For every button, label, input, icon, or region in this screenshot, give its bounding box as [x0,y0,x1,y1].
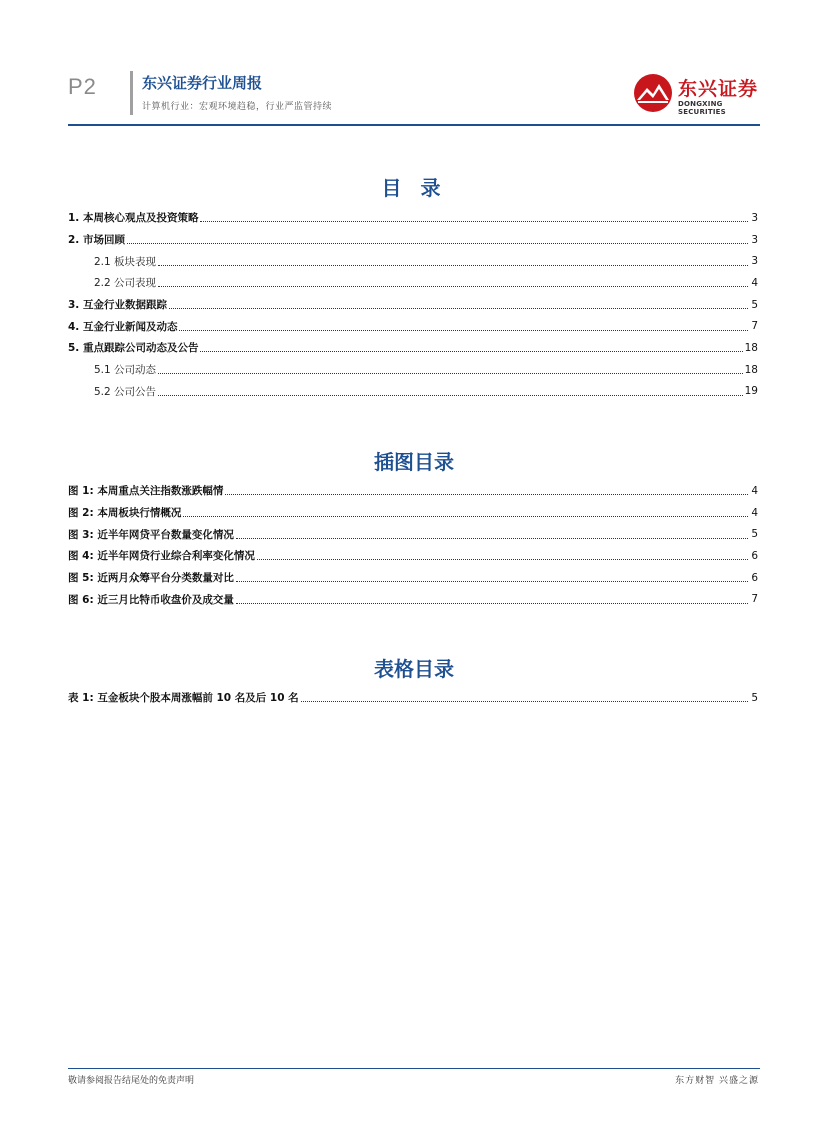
figure-item[interactable]: 图 6: 近三月比特币收盘价及成交量 7 [68,593,758,606]
company-logo [632,72,762,114]
toc-item[interactable]: 5. 重点跟踪公司动态及公告 18 [68,341,758,355]
figures-list [68,480,758,610]
toc-list [68,207,758,402]
figure-item[interactable]: 图 3: 近半年网贷平台数量变化情况 5 [68,528,758,541]
header-rule [68,124,760,126]
report-title: 东兴证券行业周报 [142,74,263,92]
toc-subitem[interactable]: 5.2 公司公告 19 [94,385,758,398]
figure-item[interactable]: 图 5: 近两月众筹平台分类数量对比 6 [68,571,758,585]
toc-subitem[interactable]: 2.1 板块表现 3 [94,255,758,268]
toc-subitem[interactable]: 2.2 公司表现 4 [94,276,758,290]
logo-text-en: DONGXING SECURITIES [678,100,726,116]
toc-subitem[interactable]: 5.1 公司动态 18 [94,363,758,377]
logo-text-cn: 东兴证券 [678,78,759,100]
figure-item[interactable]: 图 1: 本周重点关注指数涨跌幅情 4 [68,484,758,498]
toc-title: 目 录 [381,176,447,200]
page-number: P2 [68,74,97,99]
table-item[interactable]: 表 1: 互金板块个股本周涨幅前 10 名及后 10 名 5 [68,691,758,705]
logo-mark-icon [632,72,674,114]
report-subtitle: 计算机行业：宏观环境趋稳，行业严监管持续 [142,102,333,112]
figure-item[interactable]: 图 4: 近半年网贷行业综合利率变化情况 6 [68,549,758,563]
disclaimer-note: 敬请参阅报告结尾处的免责声明 [68,1076,195,1086]
toc-item[interactable]: 3. 互金行业数据跟踪 5 [68,298,758,312]
company-slogan: 东方财智 兴盛之源 [675,1076,759,1086]
tables-title: 表格目录 [374,657,454,681]
toc-item[interactable]: 1. 本周核心观点及投资策略 3 [68,211,758,225]
toc-item[interactable]: 4. 互金行业新闻及动态 7 [68,320,758,333]
figure-item[interactable]: 图 2: 本周板块行情概况 4 [68,506,758,520]
figures-title: 插图目录 [374,450,454,474]
header-divider [130,71,133,115]
footer-rule [68,1068,760,1069]
tables-list [68,687,758,709]
toc-item[interactable]: 2. 市场回顾 3 [68,233,758,247]
